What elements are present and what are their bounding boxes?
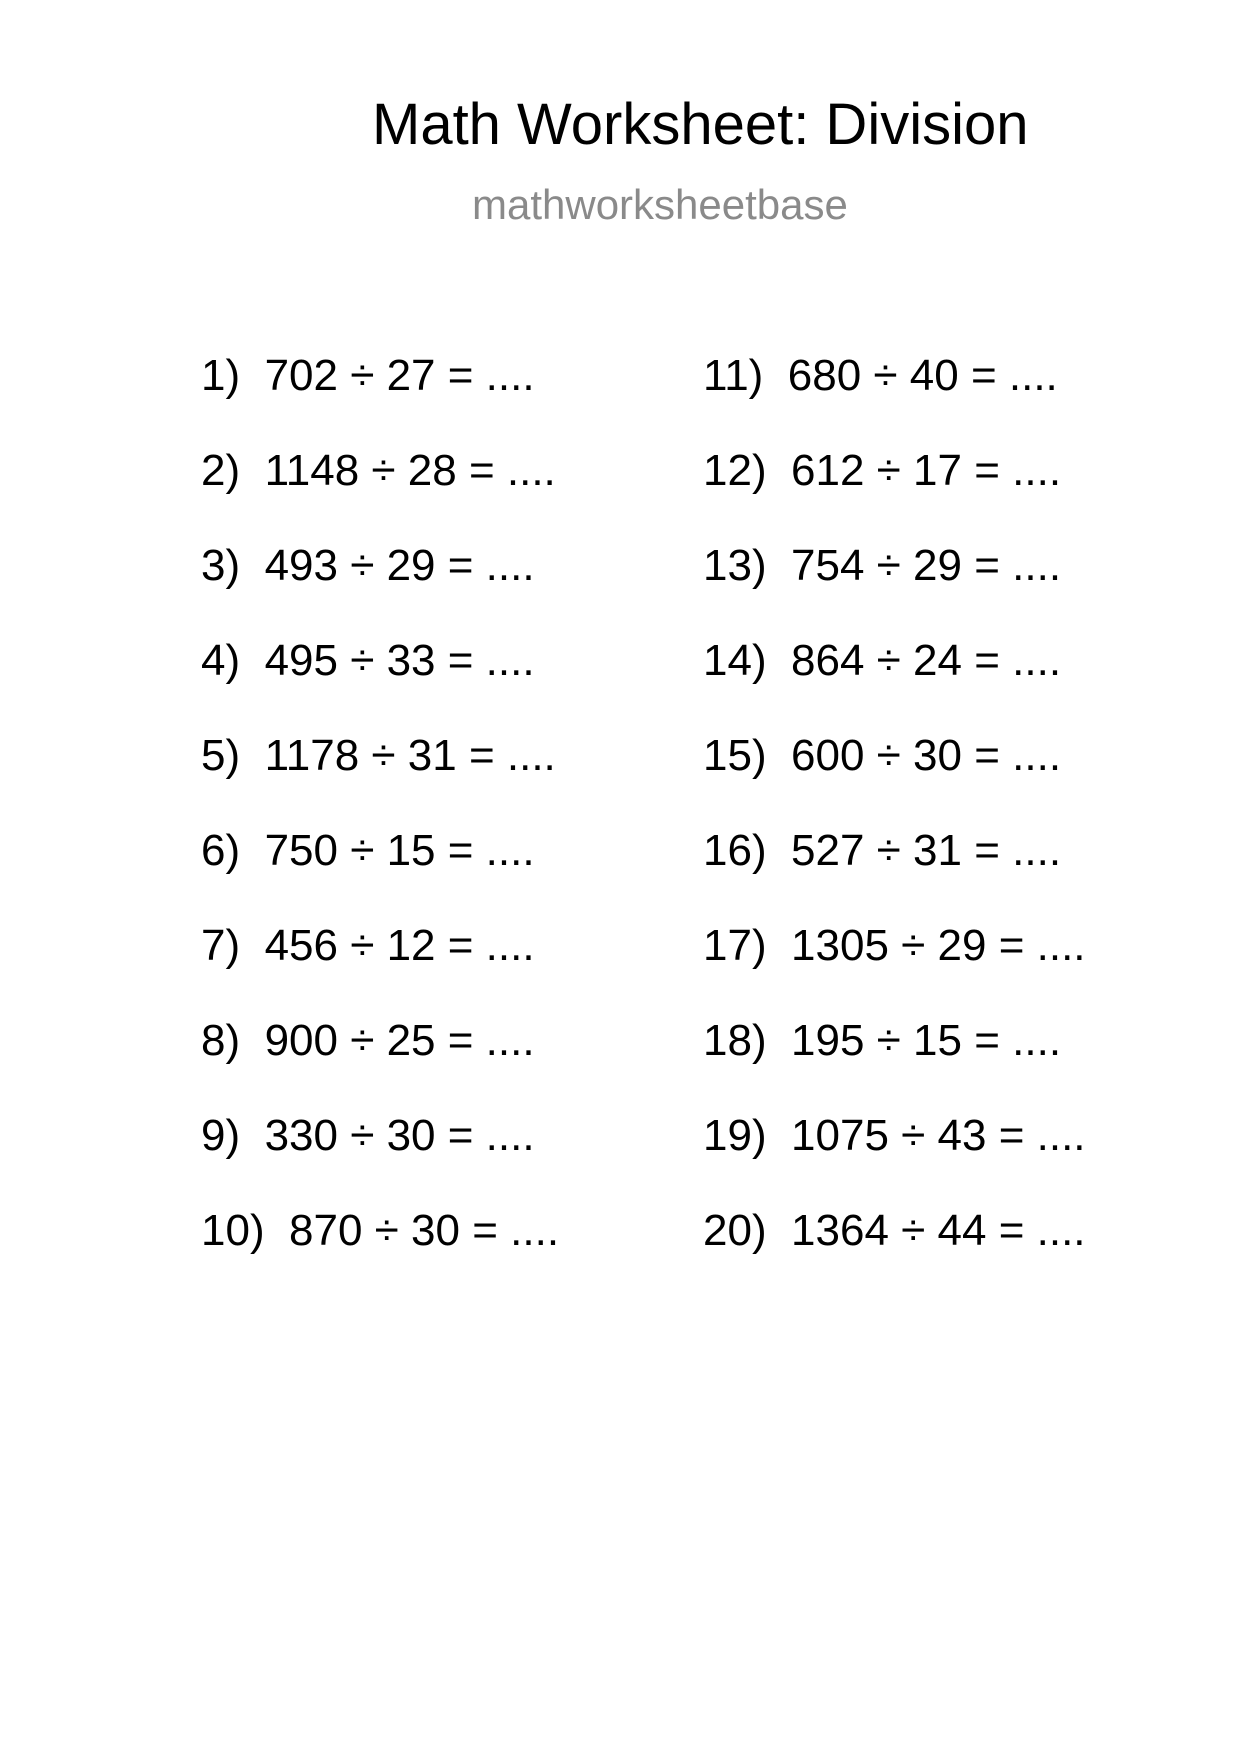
problem-number: 6) xyxy=(201,826,241,875)
problem-number: 1) xyxy=(201,351,241,400)
problem-number: 10) xyxy=(201,1206,265,1255)
problem-number: 16) xyxy=(703,826,767,875)
problem-number: 12) xyxy=(703,446,767,495)
problem-number: 15) xyxy=(703,731,767,780)
problem-column-right xyxy=(703,351,1086,1304)
problem-item xyxy=(201,351,559,449)
problem-number: 8) xyxy=(201,1016,241,1065)
problem-item xyxy=(703,731,1086,829)
problem-expression: 870 ÷ 30 = .... xyxy=(289,1206,560,1255)
problem-expression: 456 ÷ 12 = .... xyxy=(264,921,535,970)
problem-expression: 600 ÷ 30 = .... xyxy=(791,731,1062,780)
problem-number: 18) xyxy=(703,1016,767,1065)
problem-expression: 1364 ÷ 44 = .... xyxy=(791,1206,1086,1255)
problem-number: 17) xyxy=(703,921,767,970)
worksheet-subtitle: mathworksheetbase xyxy=(472,181,848,228)
problem-number: 11) xyxy=(703,351,764,400)
problem-number: 4) xyxy=(201,636,241,685)
problem-number: 13) xyxy=(703,541,767,590)
problem-expression: 900 ÷ 25 = .... xyxy=(264,1016,535,1065)
problem-item xyxy=(201,731,559,829)
problem-item xyxy=(703,541,1086,639)
problem-expression: 702 ÷ 27 = .... xyxy=(264,351,535,400)
problem-item xyxy=(201,541,559,639)
problem-expression: 754 ÷ 29 = .... xyxy=(791,541,1062,590)
problem-expression: 750 ÷ 15 = .... xyxy=(264,826,535,875)
problem-number: 20) xyxy=(703,1206,767,1255)
problem-item xyxy=(201,1016,559,1114)
problem-item xyxy=(201,826,559,924)
problem-column-left xyxy=(201,351,560,1304)
problem-number: 14) xyxy=(703,636,767,685)
problem-expression: 1148 ÷ 28 = .... xyxy=(264,446,556,495)
problem-item xyxy=(201,1206,560,1304)
problem-item xyxy=(703,351,1086,449)
problem-number: 2) xyxy=(201,446,241,495)
problem-expression: 612 ÷ 17 = .... xyxy=(791,446,1062,495)
problem-expression: 1075 ÷ 43 = .... xyxy=(791,1111,1086,1160)
problem-expression: 330 ÷ 30 = .... xyxy=(264,1111,535,1160)
problem-item xyxy=(201,636,559,734)
problem-item xyxy=(201,1111,559,1209)
problem-item xyxy=(201,921,559,1019)
problem-item xyxy=(703,826,1086,924)
problem-number: 5) xyxy=(201,731,241,780)
problem-number: 3) xyxy=(201,541,241,590)
problem-expression: 1305 ÷ 29 = .... xyxy=(791,921,1086,970)
problem-item xyxy=(201,446,559,544)
problem-number: 19) xyxy=(703,1111,767,1160)
problem-expression: 680 ÷ 40 = .... xyxy=(787,351,1058,400)
problem-item xyxy=(703,1016,1086,1114)
problem-item xyxy=(703,1111,1086,1209)
problem-item xyxy=(703,636,1086,734)
problem-expression: 493 ÷ 29 = .... xyxy=(264,541,535,590)
problem-number: 7) xyxy=(201,921,241,970)
problem-expression: 527 ÷ 31 = .... xyxy=(791,826,1062,875)
problem-number: 9) xyxy=(201,1111,241,1160)
problem-expression: 495 ÷ 33 = .... xyxy=(264,636,535,685)
problem-expression: 864 ÷ 24 = .... xyxy=(791,636,1062,685)
problem-expression: 1178 ÷ 31 = .... xyxy=(264,731,556,780)
problem-item xyxy=(703,921,1086,1019)
worksheet-title: Math Worksheet: Division xyxy=(372,92,1029,157)
problem-expression: 195 ÷ 15 = .... xyxy=(791,1016,1062,1065)
problem-item xyxy=(703,1206,1086,1304)
problem-item xyxy=(703,446,1086,544)
